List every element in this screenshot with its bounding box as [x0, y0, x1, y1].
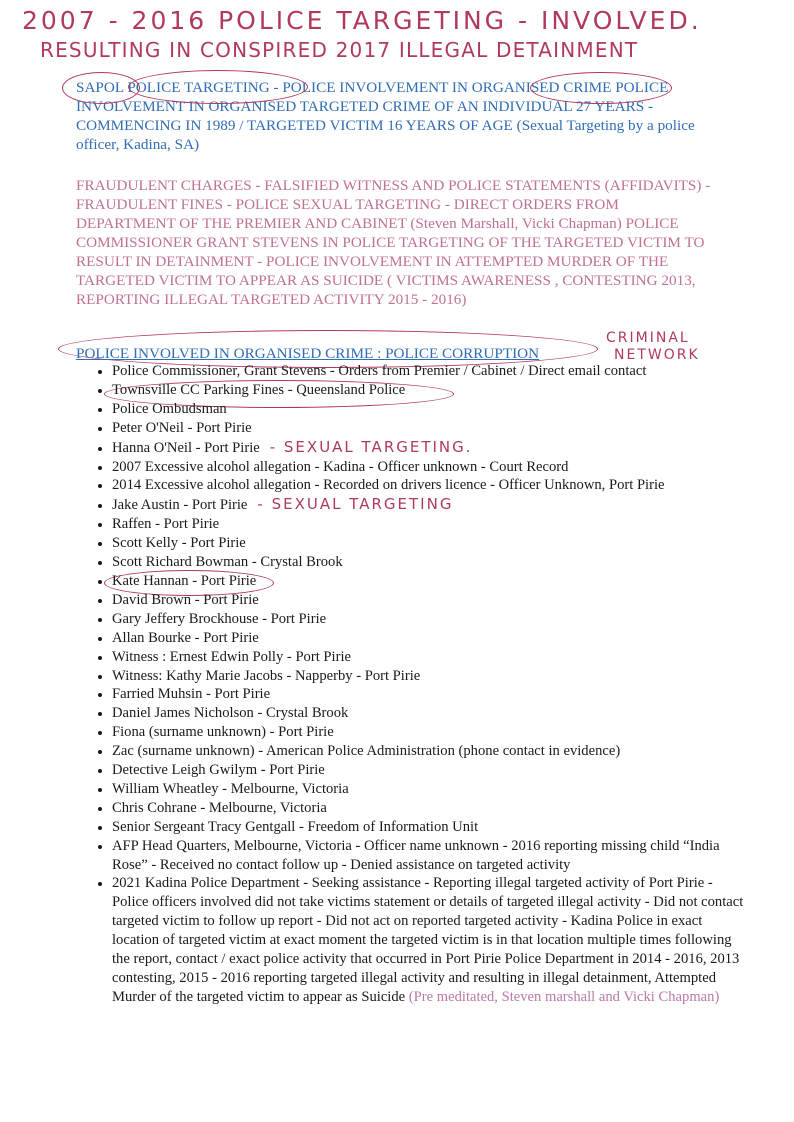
handwritten-title-line-1: 2007 - 2016 POLICE TARGETING - INVOLVED. [22, 6, 702, 35]
list-item: • Police Commissioner, Grant Stevens - Orders from Premier / Cabinet / Direct email contact [112, 362, 752, 381]
handwritten-network: NETWORK [614, 347, 700, 363]
list-item: • Chris Cohrane - Melbourne, Victoria [112, 799, 752, 818]
handwritten-title-line-2: RESULTING IN CONSPIRED 2017 ILLEGAL DETAINMENT [40, 38, 639, 62]
list-item: • Fiona (surname unknown) - Port Pirie [112, 723, 752, 742]
handwritten-criminal: CRIMINAL [606, 330, 690, 346]
handwritten-sexual-targeting-2: - SEXUAL TARGETING [257, 495, 454, 514]
circle-organised-crime [530, 72, 672, 104]
section-heading: POLICE INVOLVED IN ORGANISED CRIME : POLICE CORRUPTION [76, 345, 540, 362]
list-item: • Gary Jeffery Brockhouse - Port Pirie [112, 610, 752, 629]
list-item: • Raffen - Port Pirie [112, 515, 752, 534]
list-item: • Scott Kelly - Port Pirie [112, 534, 752, 553]
handwritten-sexual-targeting-1: - SEXUAL TARGETING. [269, 437, 473, 456]
list-item: • Kate Hannan - Port Pirie [112, 572, 752, 591]
list-item: • Jake Austin - Port Pirie - SEXUAL TARGETING [112, 495, 752, 515]
list-item: • Police Ombudsman [112, 400, 752, 419]
list-item: • Townsville CC Parking Fines - Queensland Police [112, 381, 752, 400]
last-entry-suffix: (Pre meditated, Steven marshall and Vicki Chapman) [408, 988, 720, 1005]
list-item: • Peter O'Neil - Port Pirie [112, 419, 752, 438]
circle-police-targeting [128, 70, 308, 104]
list-item: • Scott Richard Bowman - Crystal Brook [112, 553, 752, 572]
list-item: • Senior Sergeant Tracy Gentgall - Freedom of Information Unit [112, 818, 752, 837]
list-item: • 2014 Excessive alcohol allegation - Recorded on drivers licence - Officer Unknown, Port Pirie [112, 476, 752, 495]
list-item: • Allan Bourke - Port Pirie [112, 629, 752, 648]
list-item: • David Brown - Port Pirie [112, 591, 752, 610]
list-item: • Farried Muhsin - Port Pirie [112, 685, 752, 704]
list-item: • Witness: Kathy Marie Jacobs - Napperby - Port Pirie [112, 667, 752, 686]
list-item: • Detective Leigh Gwilym - Port Pirie [112, 761, 752, 780]
entries-list [68, 362, 752, 1007]
blue-paragraph: SAPOL POLICE TARGETING - POLICE INVOLVEMENT IN ORGANISED CRIME POLICE INVOLVEMENT IN ORGANISED TARGETED CRIME OF AN INDIVIDUAL 27 YEARS - COMMENCING IN 1989 / TARGETED VICTIM 16 YEARS OF AGE (Sexual Targeting by a police officer, Kadina, SA) [76, 79, 695, 153]
list-item: • 2007 Excessive alcohol allegation - Kadina - Officer unknown - Court Record [112, 458, 752, 477]
list-item: • AFP Head Quarters, Melbourne, Victoria - Officer name unknown - 2016 reporting missing child “India Rose” - Received no contact follow up - Denied assistance on targeted activity [112, 837, 752, 875]
pink-paragraph: FRAUDULENT CHARGES - FALSIFIED WITNESS AND POLICE STATEMENTS (AFFIDAVITS) - FRAUDULENT FINES - POLICE SEXUAL TARGETING - DIRECT ORDERS FROM DEPARTMENT OF THE PREMIER AND CABINET (Steven Marshall, Vicki Chapman) POLICE COMMISSIONER GRANT STEVENS IN POLICE TARGETING OF THE TARGETED VICTIM TO RESULT IN DETAINMENT - POLICE INVOLVEMENT IN ATTEMPTED MURDER OF THE TARGETED VICTIM TO APPEAR AS SUICIDE ( VICTIMS AWARENESS , CONTESTING 2013, REPORTING ILLEGAL TARGETED ACTIVITY 2015 - 2016) [76, 177, 711, 308]
list-item: • Zac (surname unknown) - American Police Administration (phone contact in evidence) [112, 742, 752, 761]
list-item: • Daniel James Nicholson - Crystal Brook [112, 704, 752, 723]
list-item: • Witness : Ernest Edwin Polly - Port Pirie [112, 648, 752, 667]
list-item: • 2021 Kadina Police Department - Seeking assistance - Reporting illegal targeted activity of Port Pirie - Police officers involved did not take victims statement or details of targeted illegal activity - Did not contact targeted victim to follow up report - Did not act on reported targeted activity - Kadina Police in exact location of targeted victim at exact moment the targeted victim is in that location multiple times following the report, contact / exact police activity that occurred in Port Pirie Police Department in 2014 - 2016, 2013 contesting, 2015 - 2016 reporting targeted illegal activity and resulting in illegal detainment, Attempted Murder of the targeted victim to appear as Suicide (Pre meditated, Steven marshall and Vicki Chapman) [112, 874, 752, 1006]
list-item: • Hanna O'Neil - Port Pirie - SEXUAL TARGETING. [112, 438, 752, 458]
list-item: • William Wheatley - Melbourne, Victoria [112, 780, 752, 799]
